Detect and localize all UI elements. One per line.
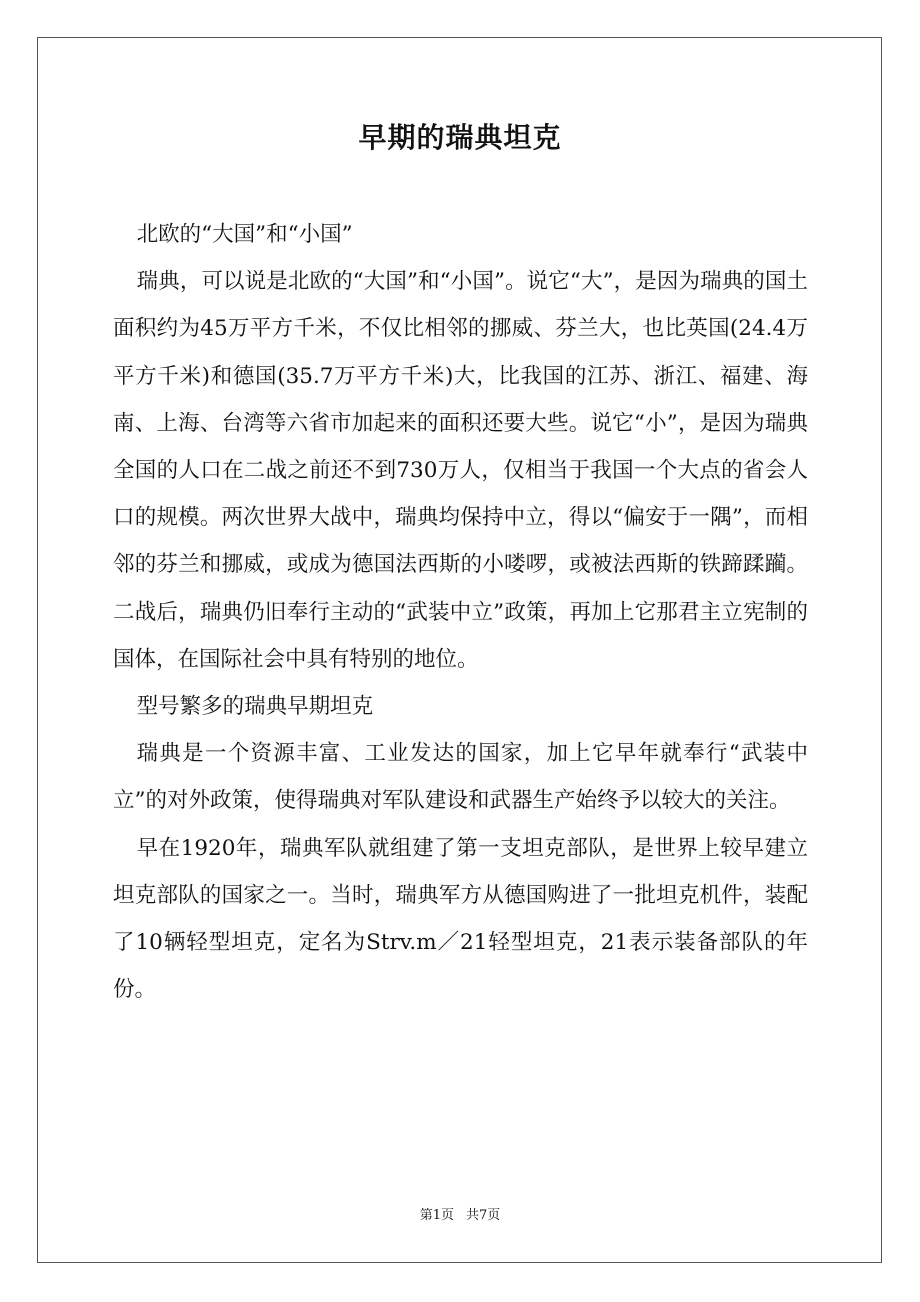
body-paragraph: 瑞典是一个资源丰富、工业发达的国家，加上它早年就奉行“武装中立”的对外政策，使得瑞典对军队建设和武器生产始终予以较大的关注。	[113, 741, 808, 814]
body-paragraph: 瑞典，可以说是北欧的“大国”和“小国”。说它“大”，是因为瑞典的国土面积约为45万平方千米，不仅比相邻的挪威、芬兰大，也比英国(24.4万平方千米)和德国(35.7万平方千米)大，比我国的江苏、浙江、福建、海南、上海、台湾等六省市加起来的面积还要大些。说它“小”，是因为瑞典全国的人口在二战之前还不到730万人，仅相当于我国一个大点的省会人口的规模。两次世界大战中，瑞典均保持中立，得以“偏安于一隅”，而相邻的芬兰和挪威，或成为德国法西斯的小喽啰，或被法西斯的铁蹄蹂躏。二战后，瑞典仍旧奉行主动的“武装中立”政策，再加上它那君主立宪制的国体，在国际社会中具有特别的地位。	[113, 269, 808, 672]
body-paragraph: 早在1920年，瑞典军队就组建了第一支坦克部队，是世界上较早建立坦克部队的国家之一。当时，瑞典军方从德国购进了一批坦克机件，装配了10辆轻型坦克，定名为Strv.m／21轻型坦克，21表示装备部队的年份。	[113, 835, 808, 1003]
document-body	[113, 211, 808, 1013]
section-heading: 型号繁多的瑞典早期坦克	[136, 694, 374, 720]
page-number-footer	[0, 1206, 920, 1226]
page-total-label: 共7页	[466, 1208, 501, 1223]
page-current-label: 第1页	[419, 1208, 454, 1223]
section-heading: 北欧的“大国”和“小国”	[136, 222, 353, 247]
document-title: 早期的瑞典坦克	[358, 121, 562, 154]
